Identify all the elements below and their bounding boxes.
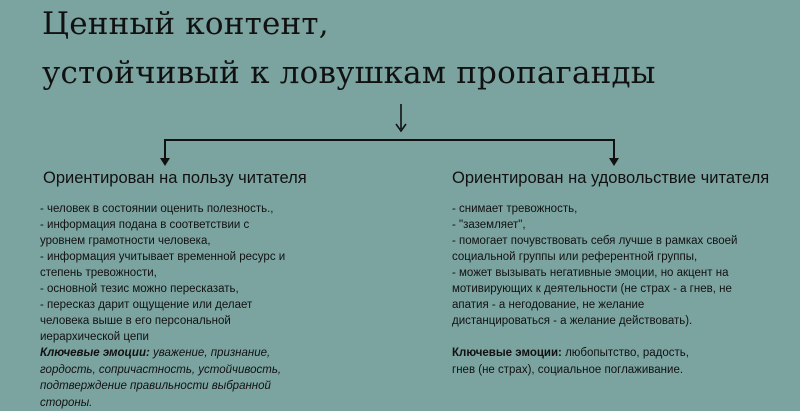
right-bullets <box>452 201 737 329</box>
left-emotions-text: стороны. <box>40 395 281 411</box>
right-bullet: - может вызывать негативные эмоции, но акцент на <box>452 265 737 281</box>
left-arrow-head <box>160 158 170 166</box>
title-line-2: устойчивый к ловушкам пропаганды <box>42 49 782 98</box>
left-bullet: - информация учитывает временной ресурс и <box>40 249 285 265</box>
right-emotions-label: Ключевые эмоции: <box>452 347 562 359</box>
left-bullet: уровнем грамотности человека, <box>40 233 285 249</box>
right-bullet: апатия - а негодование, не желание <box>452 297 737 313</box>
left-bullet: - пересказ дарит ощущение или делает <box>40 297 285 313</box>
left-emotions-label: Ключевые эмоции: <box>40 347 150 359</box>
right-bullet: - снимает тревожность, <box>452 201 737 217</box>
right-bullet: - помогает почувствовать себя лучше в рамках своей <box>452 233 737 249</box>
right-bullet: мотивирующих к деятельности (не страх - а гнев, не <box>452 281 737 297</box>
right-heading: Ориентирован на удовольствие читателя <box>452 169 769 188</box>
left-emotions-text: уважение, признание, <box>150 347 270 359</box>
left-bullets <box>40 201 285 345</box>
right-arrow-head <box>609 158 619 166</box>
left-bullet: иерархической цепи <box>40 329 285 345</box>
left-bullet: - информация подана в соответствии с <box>40 217 285 233</box>
left-heading: Ориентирован на пользу читателя <box>43 169 307 188</box>
right-emotions <box>452 345 689 378</box>
right-emotions-text: гнев (не страх), социальное поглаживание. <box>452 362 689 379</box>
left-bullet: человека выше в его персональной <box>40 313 285 329</box>
left-emotions-text: подтверждение правильности выбранной <box>40 378 281 395</box>
right-emotions-text: любопытство, радость, <box>562 347 689 359</box>
right-bullet: дистанцироваться - а желание действовать). <box>452 313 737 329</box>
left-bullet: - человек в состоянии оценить полезность., <box>40 201 285 217</box>
left-bullet: - основной тезис можно пересказать, <box>40 281 285 297</box>
left-bullet: степень тревожности, <box>40 265 285 281</box>
right-bullet: социальной группы или референтной группы, <box>452 249 737 265</box>
left-emotions-text: гордость, сопричастность, устойчивость, <box>40 362 281 379</box>
right-bullet: - "заземляет", <box>452 217 737 233</box>
title-line-1: Ценный контент, <box>42 0 782 49</box>
left-emotions <box>40 345 281 411</box>
